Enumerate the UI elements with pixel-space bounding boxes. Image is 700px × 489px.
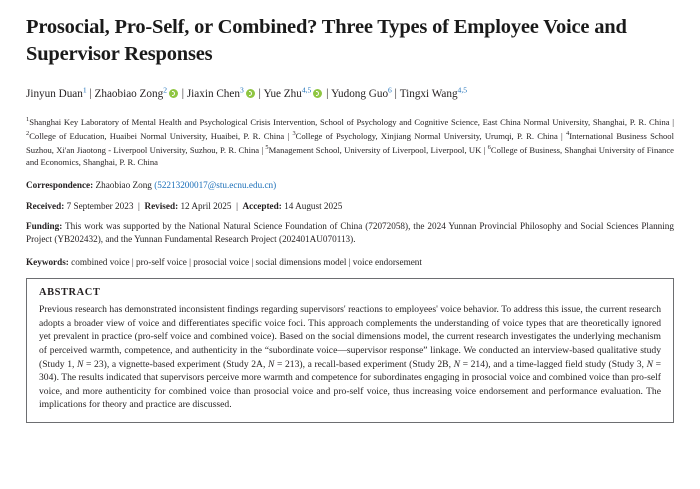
correspondence-email-link[interactable]: (52213200017@stu.ecnu.edu.cn) [154,180,277,191]
author-name: Jinyun Duan [26,87,83,100]
correspondence [26,179,674,192]
author-separator: | [323,87,332,100]
revised-date: 12 April 2025 [180,200,232,211]
author-separator: | [391,87,400,100]
author-affil-marker: 3 [239,85,244,94]
keywords-label: Keywords: [26,256,69,267]
author-entry [26,85,87,100]
author-affil-marker: 4,5 [457,85,468,94]
revised-label: Revised: [144,200,179,211]
affiliations: $^1$Shanghai Key Laboratory of Mental Health and Psychological Crisis Intervention, School of Psychology and Cognitive Science, East China Normal University, Shanghai, P. R. China | $^2$College of Education, Huaibei Normal University, Huaibei, P. R. China | $^3$College of Psychology, Xinjiang Normal University, Urumqi, P. R. China | $^4$International Business School Suzhou, Xi'an Jiaotong - Liverpool University, Suzhou, P. R. China | $^5$Management School, University of Liverpool, Liverpool, UK | $^6$College of Business, Shanghai University of Finance and Economics, Shanghai, P. R. China [26,115,674,167]
orcid-icon[interactable] [246,89,255,98]
author-entry [186,85,256,100]
page-title: Prosocial, Pro-Self, or Combined? Three Types of Employee Voice and Supervisor Responses [26,16,627,65]
author-list [26,82,674,102]
abstract-heading: ABSTRACT [39,287,101,299]
history-separator: | [233,200,241,211]
received-label: Received: [26,200,65,211]
correspondence-label: Correspondence: [26,180,94,191]
author-name: Tingxi Wang [399,87,458,100]
author-name: Zhaobiao Zong [94,87,164,100]
author-separator: | [86,87,95,100]
correspondence-name: Zhaobiao Zong [95,180,152,191]
orcid-icon[interactable] [313,89,322,98]
keywords-text: combined voice | pro-self voice | prosocial voice | social dimensions model | voice endorsement [71,256,422,267]
funding-label: Funding: [26,220,63,231]
author-name: Yue Zhu [263,87,302,100]
accepted-date: 14 August 2025 [284,200,343,211]
accepted-label: Accepted: [242,200,282,211]
funding-statement [26,220,674,247]
abstract-box [26,278,674,423]
author-entry [331,85,392,100]
keywords [26,256,674,269]
author-separator: | [178,87,187,100]
author-affil-marker: 1 [82,85,87,94]
received-date: 7 September 2023 [66,200,134,211]
author-entry [399,85,468,100]
author-separator: | [255,87,264,100]
author-name: Yudong Guo [331,87,389,100]
author-affil-marker: 2 [163,85,167,94]
author-affil-marker: 4,5 [301,85,312,94]
author-entry [263,85,324,100]
funding-text: This work was supported by the National Natural Science Foundation of China (72072058), the 2024 Yunnan Provincial Philosophy and Social Sciences Planning Project (YB202432), and the Yunnan Fundamental Research Project (202401AU070113). [26,220,674,245]
author-affil-marker: 6 [388,85,392,94]
abstract-text: Previous research has demonstrated inconsistent findings regarding supervisors' reactions to employees' voice behavior. To address this issue, the current research adopts a broader view of voice and differentiates specific voice foci. This approach complements the understanding of voice types that are theoretically ignored yet prevalent in practice (pro-self voice and combined voice). Based on the social dimensions model, the current research investigates the underlying mechanism of perceived warmth, competence, and authenticity in the “subordinate voice—supervisor response” linkage. We conducted an interview-based qualitative study (Study 1, N = 23), a vignette-based experiment (Study 2A, N = 213), a recall-based experiment (Study 2B, N = 214), and a time-lagged field study (Study 3, N = 304). The results indicated that supervisors perceive more warmth and competence for subordinates engaging in prosocial voice and combined voice than pro-self voice, and more authenticity for combined voice than prosocial voice and pro-self voice, thus increasing voice endorsement and performance evaluation. The implications for theory and practice are discussed. [39,304,661,411]
publication-history [26,200,674,213]
author-name: Jiaxin Chen [186,87,240,100]
orcid-icon[interactable] [169,89,178,98]
history-separator: | [135,200,143,211]
author-entry [94,85,179,100]
